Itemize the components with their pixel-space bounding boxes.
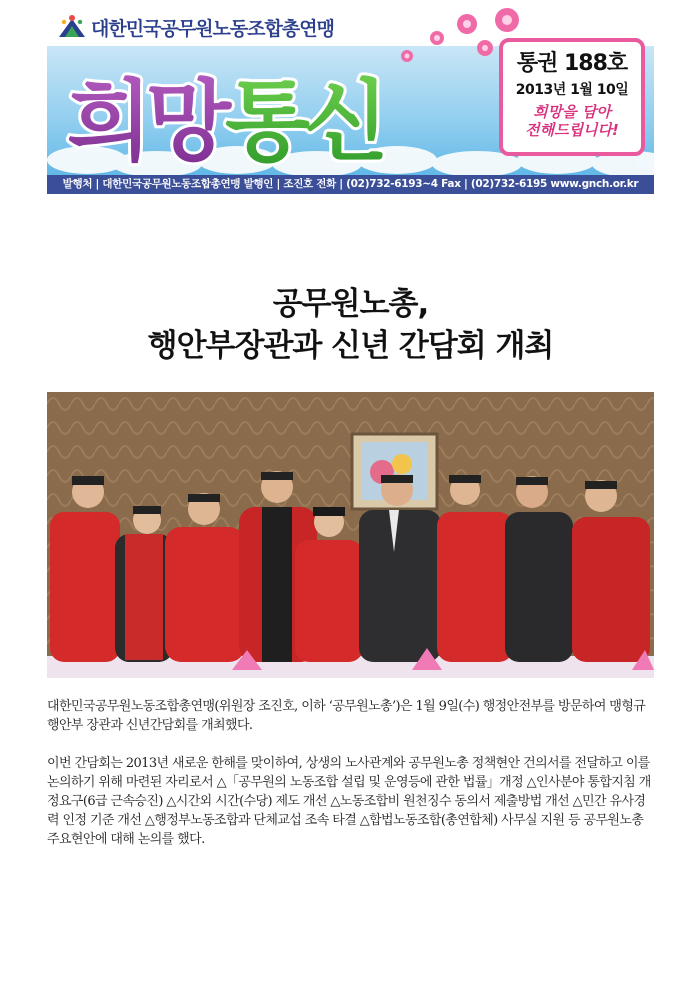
title-part-hope: 희망 [67, 70, 226, 172]
title-text [67, 70, 383, 172]
union-logo-icon [57, 13, 87, 39]
title-part-comm: 통신 [225, 70, 384, 172]
slogan-line-1: 희망을 담아 [533, 103, 611, 121]
org-name: 대한민국공무원노동조합총연맹 [91, 18, 334, 40]
issue-info-box [499, 38, 645, 156]
headline-line-1: 공무원노총, [272, 286, 429, 322]
issue-slogan [503, 103, 641, 139]
article-paragraph-2: 이번 간담회는 2013년 새로운 한해를 맞이하여, 상생의 노사관계와 공무원노총 정책현안 건의서를 전달하고 이를 논의하기 위해 마련된 자리로서 △「공무원의 노동조합 설립 및 운영등에 관한 법률」개정 △인사분야 통합지침 개정요구(6급 근속승진) △시간외 시간(수당) 제도 개선 △노동조합비 원천징수 동의서 제출방법 개선 △민간 유사경력 인정 기준 개선 △행정부노동조합과 단체교섭 조속 타결 △합법노동조합(총연합체) 사무실 지원 등 공무원노총 주요현안에 대해 논의를 했다. [47, 756, 651, 847]
article-headline [47, 283, 654, 367]
newsletter-title [57, 52, 497, 172]
headline-line-2: 행안부장관과 신년 간담회 개최 [147, 328, 554, 364]
group-photo [47, 392, 654, 678]
issue-date: 2013년 1월 10일 [515, 82, 629, 98]
publisher-info-bar: 발행처 | 대한민국공무원노동조합총연맹 발행인 | 조진호 전화 | (02)732-6193~4 Fax | (02)732-6195 www.gnch.or.kr [47, 175, 654, 194]
issue-number: 통권 188호 [516, 51, 628, 76]
newsletter-masthead [47, 8, 654, 194]
article-paragraph-1: 대한민국공무원노동조합총연맹(위원장 조진호, 이하 ‘공무원노총’)은 1월 9일(수) 행정안전부를 방문하여 맹형규 행안부 장관과 신년간담회를 개최했다. [47, 699, 646, 733]
article-body [47, 697, 655, 868]
slogan-line-2: 전해드립니다! [525, 121, 619, 139]
